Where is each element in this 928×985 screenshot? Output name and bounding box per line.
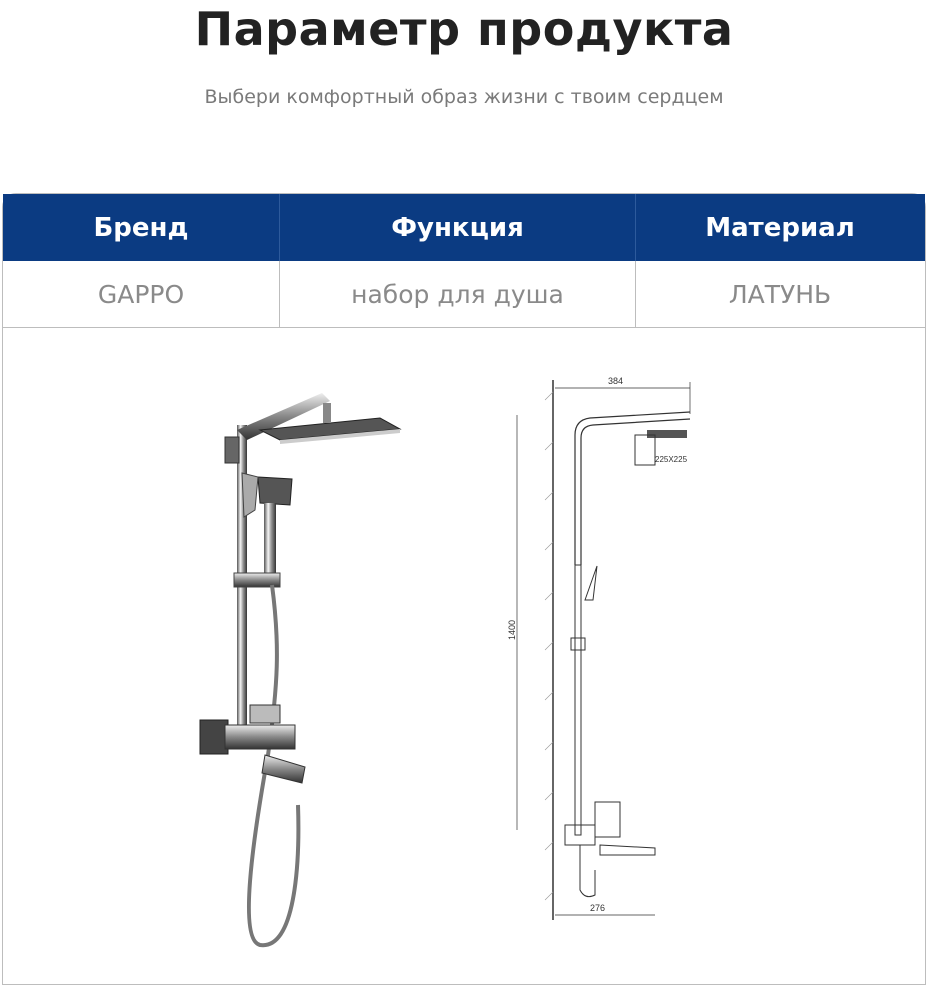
- dim-height: 1400: [507, 619, 517, 640]
- dim-head-size: 225X225: [655, 455, 688, 464]
- dim-bottom-width: 276: [590, 903, 606, 913]
- brand-value: GAPPO: [97, 279, 185, 309]
- technical-drawing: [505, 370, 688, 930]
- shower-set-photo: [180, 385, 420, 955]
- page-title: Параметр продукта: [194, 2, 734, 56]
- col-function-header: Функция: [391, 212, 524, 243]
- material-value: ЛАТУНЬ: [728, 279, 832, 309]
- page-subtitle: Выбери комфортный образ жизни с твоим сердцем: [204, 86, 724, 108]
- col-brand-header: Бренд: [93, 212, 189, 243]
- table-header: [3, 194, 925, 261]
- parameter-table: [2, 193, 926, 985]
- col-material-header: Материал: [705, 212, 855, 243]
- table-row: [3, 261, 925, 328]
- dim-top-width: 384: [608, 376, 624, 386]
- function-value: набор для душа: [351, 279, 564, 309]
